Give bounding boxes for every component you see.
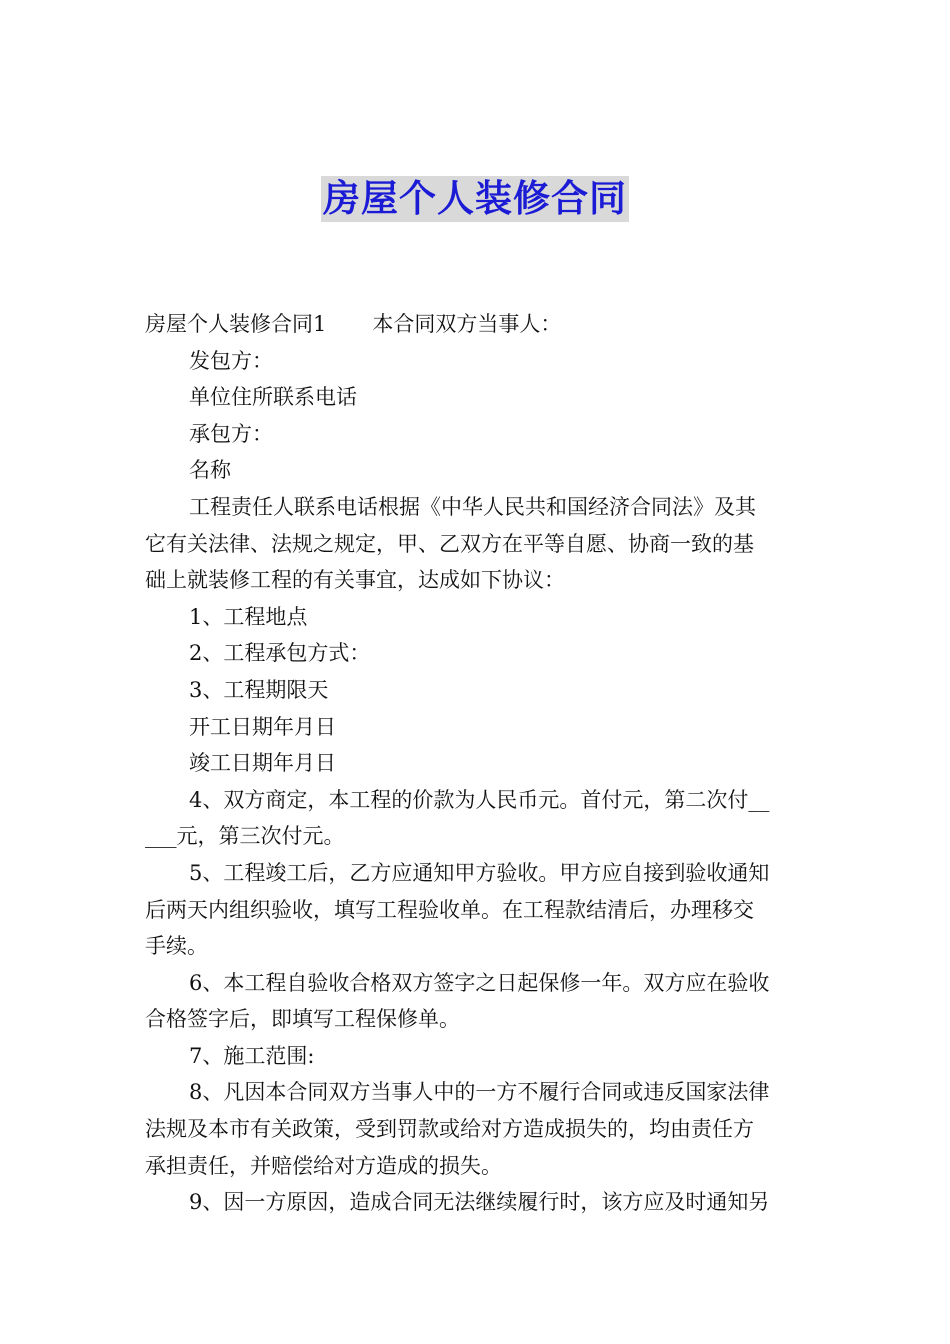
paragraph-line bbox=[145, 599, 807, 636]
paragraph-line bbox=[145, 526, 807, 563]
line-text: 3、工程期限天 bbox=[189, 677, 329, 702]
line-text: 1、工程地点 bbox=[189, 604, 308, 629]
line-text: 手续。 bbox=[145, 934, 208, 959]
paragraph-line bbox=[145, 892, 807, 929]
paragraph-line bbox=[145, 489, 807, 526]
line-text: 5、工程竣工后，乙方应通知甲方验收。甲方应自接到验收通知 bbox=[189, 860, 770, 885]
paragraph-line bbox=[145, 416, 807, 453]
line-text: 9、因一方原因，造成合同无法继续履行时，该方应及时通知另 bbox=[189, 1190, 770, 1215]
line-text: 2、工程承包方式： bbox=[189, 641, 371, 666]
paragraph-line bbox=[145, 672, 807, 709]
paragraph-line bbox=[145, 306, 807, 343]
paragraph-line bbox=[145, 855, 807, 892]
paragraph-line bbox=[145, 928, 807, 965]
line-text: 4、双方商定，本工程的价款为人民币元。首付元，第二次付__ bbox=[189, 787, 770, 812]
paragraph-line bbox=[145, 343, 807, 380]
line-text-secondary: 本合同双方当事人： bbox=[372, 312, 562, 336]
paragraph-line bbox=[145, 965, 807, 1002]
paragraph-line bbox=[145, 1038, 807, 1075]
paragraph-line bbox=[145, 562, 807, 599]
paragraph-line bbox=[145, 1111, 807, 1148]
paragraph-line bbox=[145, 1001, 807, 1038]
line-text: 7、施工范围: bbox=[189, 1043, 315, 1068]
line-text: ___元，第三次付元。 bbox=[145, 824, 345, 849]
line-text: 承包方： bbox=[189, 421, 273, 446]
paragraph-line bbox=[145, 782, 807, 819]
line-text: 6、本工程自验收合格双方签字之日起保修一年。双方应在验收 bbox=[189, 970, 770, 995]
paragraph-line bbox=[145, 1148, 807, 1185]
paragraph-line bbox=[145, 1184, 807, 1221]
paragraph-line bbox=[145, 818, 807, 855]
line-text: 法规及本市有关政策，受到罚款或给对方造成损失的，均由责任方 bbox=[145, 1117, 754, 1142]
line-text: 单位住所联系电话 bbox=[189, 385, 357, 410]
line-text: 工程责任人联系电话根据《中华人民共和国经济合同法》及其 bbox=[189, 494, 756, 519]
line-text: 8、凡因本合同双方当事人中的一方不履行合同或违反国家法律 bbox=[189, 1080, 770, 1105]
line-text: 后两天内组织验收，填写工程验收单。在工程款结清后，办理移交 bbox=[145, 897, 754, 922]
line-text: 础上就装修工程的有关事宜，达成如下协议： bbox=[145, 568, 565, 593]
paragraph-line bbox=[145, 379, 807, 416]
line-text: 竣工日期年月日 bbox=[189, 751, 336, 776]
document-body bbox=[145, 306, 807, 1221]
line-text: 开工日期年月日 bbox=[189, 714, 336, 739]
document-title: 房屋个人装修合同 bbox=[323, 177, 627, 220]
line-text: 发包方： bbox=[189, 348, 273, 373]
line-text: 房屋个人装修合同1 bbox=[145, 312, 327, 336]
paragraph-line bbox=[145, 1074, 807, 1111]
paragraph-line bbox=[145, 745, 807, 782]
paragraph-line bbox=[145, 635, 807, 672]
line-text: 名称 bbox=[189, 458, 231, 483]
line-text: 合格签字后，即填写工程保修单。 bbox=[145, 1007, 460, 1032]
line-text: 承担责任，并赔偿给对方造成的损失。 bbox=[145, 1153, 502, 1178]
paragraph-line bbox=[145, 452, 807, 489]
line-text: 它有关法律、法规之规定，甲、乙双方在平等自愿、协商一致的基 bbox=[145, 531, 754, 556]
title-container bbox=[0, 176, 950, 222]
paragraph-line bbox=[145, 709, 807, 746]
